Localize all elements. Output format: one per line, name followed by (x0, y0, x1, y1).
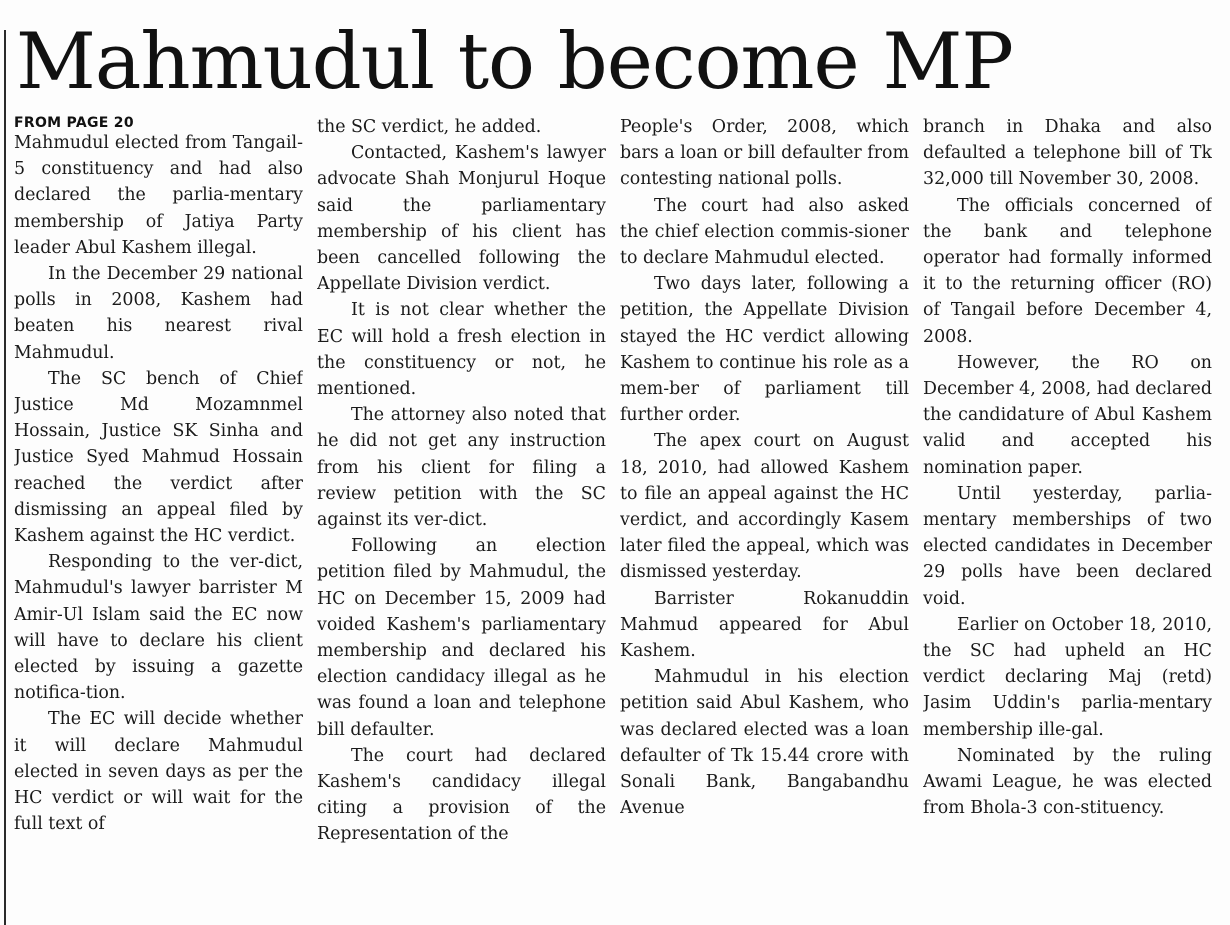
paragraph: In the December 29 national polls in 2008, Kashem had beaten his nearest rival Mahmudul. (14, 264, 303, 363)
article-column-1 (14, 114, 303, 925)
paragraph: The SC bench of Chief Justice Md Mozamnmel Hossain, Justice SK Sinha and Justice Syed Mahmud Hossain reached the verdict after dismissing an appeal filed by Kashem against the HC verdict. (14, 368, 303, 547)
paragraph: Barrister Rokanuddin Mahmud appeared for Abul Kashem. (620, 588, 909, 662)
paragraph: Until yesterday, parlia-mentary memberships of two elected candidates in December 29 polls have been declared void. (923, 483, 1212, 609)
paragraph: The EC will decide whether it will declare Mahmudul elected in seven days as per the HC verdict or will wait for the full text of (14, 709, 303, 835)
paragraph: The court had declared Kashem's candidacy illegal citing a provision of the Representation of the (317, 745, 606, 845)
paragraph: It is not clear whether the EC will hold a fresh election in the constituency or not, he mentioned. (317, 300, 606, 400)
paragraph: Responding to the ver-dict, Mahmudul's lawyer barrister M Amir-Ul Islam said the EC now will have to declare his client elected by issuing a gazette notifica-tion. (14, 552, 303, 704)
paragraph: Two days later, following a petition, the Appellate Division stayed the HC verdict allowing Kashem to continue his role as a mem-ber of parliament till further order. (620, 274, 909, 426)
article-column-3 (620, 114, 909, 925)
paragraph: Contacted, Kashem's lawyer advocate Shah Monjurul Hoque said the parliamentary membership of his client has been cancelled following the Appellate Division verdict. (317, 143, 606, 295)
paragraph: the SC verdict, he added. (317, 117, 542, 137)
headline: Mahmudul to become MP (16, 17, 1013, 107)
article-column-4 (923, 114, 1212, 925)
paragraph: Following an election petition filed by Mahmudul, the HC on December 15, 2009 had voided Kashem's parliamentary membership and declared his election candidacy illegal as he was found a loan and telephone bill defaulter. (317, 536, 606, 740)
paragraph: Nominated by the ruling Awami League, he was elected from Bhola-3 con-stituency. (923, 745, 1212, 819)
paragraph: The court had also asked the chief election commis-sioner to declare Mahmudul elected. (620, 195, 909, 269)
column-rule (4, 30, 6, 925)
article-column-2 (317, 114, 606, 925)
paragraph: The apex court on August 18, 2010, had allowed Kashem to file an appeal against the HC verdict, and accordingly Kasem later filed the appeal, which was dismissed yesterday. (620, 431, 909, 583)
jump-label: FROM PAGE 20 (14, 115, 134, 131)
paragraph: People's Order, 2008, which bars a loan or bill defaulter from contesting national polls. (620, 117, 909, 190)
paragraph: The attorney also noted that he did not get any instruction from his client for filing a review petition with the SC against its ver-dict. (317, 405, 606, 531)
paragraph: The officials concerned of the bank and telephone operator had formally informed it to the returning officer (RO) of Tangail before December 4, 2008. (923, 195, 1212, 347)
paragraph: Mahmudul elected from Tangail-5 constituency and had also declared the parlia-mentary membership of Jatiya Party leader Abul Kashem illegal. (14, 133, 303, 258)
paragraph: Earlier on October 18, 2010, the SC had upheld an HC verdict declaring Maj (retd) Jasim Uddin's parlia-mentary membership ille-gal. (923, 614, 1212, 740)
article-body (14, 114, 1226, 925)
paragraph: Mahmudul in his election petition said Abul Kashem, who was declared elected was a loan defaulter of Tk 15.44 crore with Sonali Bank, Bangabandhu Avenue (620, 667, 909, 819)
paragraph: However, the RO on December 4, 2008, had declared the candidature of Abul Kashem valid and accepted his nomination paper. (923, 352, 1212, 478)
paragraph: branch in Dhaka and also defaulted a telephone bill of Tk 32,000 till November 30, 2008. (923, 117, 1212, 190)
